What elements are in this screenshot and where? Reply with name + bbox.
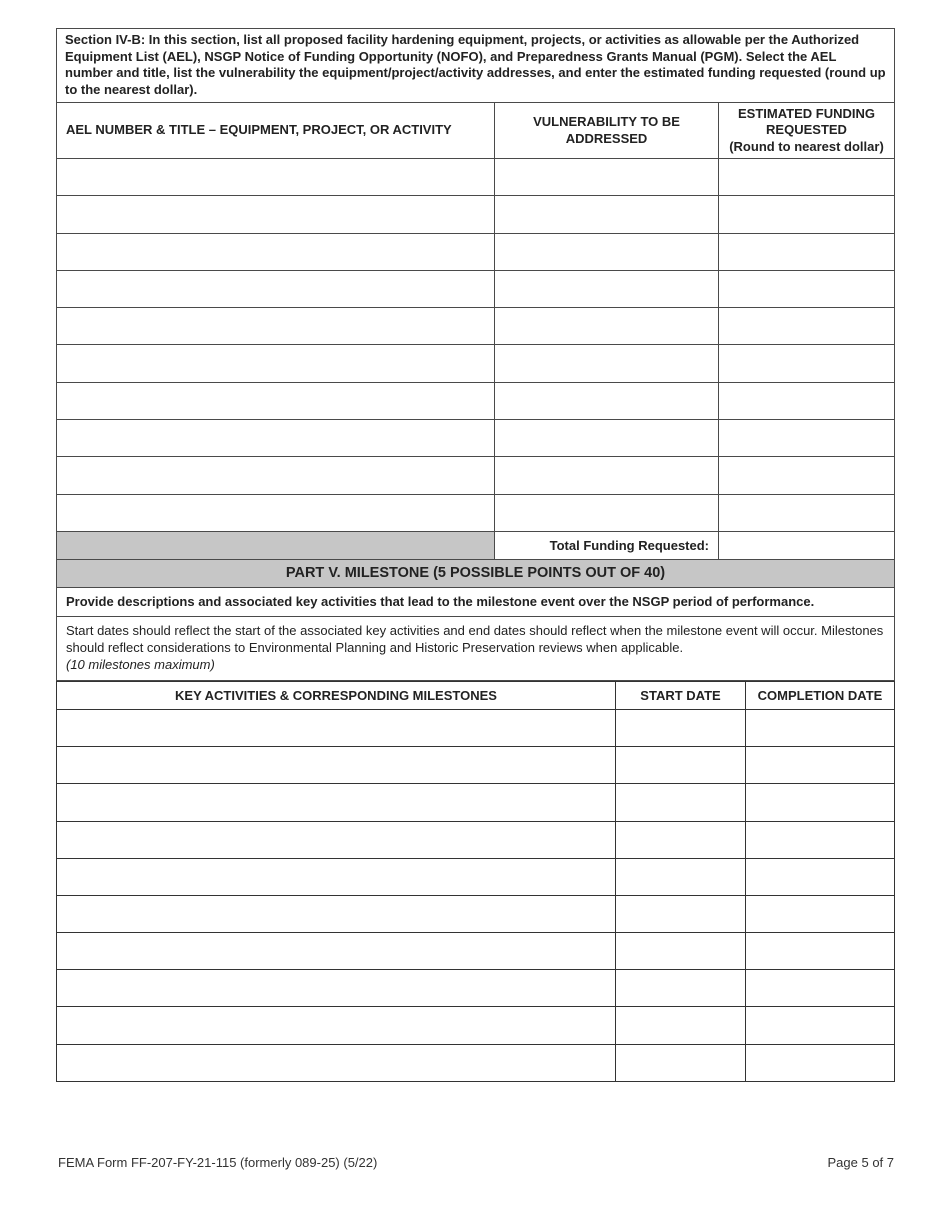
vulnerability-cell[interactable]: [495, 457, 719, 494]
section-ivb-intro: Section IV-B: In this section, list all proposed facility hardening equipment, projects, or activities as allowable per the Authorized Equipment List (AEL), NSGP Notice of Funding Opportunity (NOFO), and Preparedness Grants Manual (PGM). Select the AEL number and title, list the vulnerability the equipment/project/activity addresses, and enter the estimated funding requested (round up to the nearest dollar).: [57, 29, 895, 103]
vulnerability-cell[interactable]: [495, 494, 719, 531]
completion-date-cell[interactable]: [746, 895, 895, 932]
part-v-title: PART V. MILESTONE (5 POSSIBLE POINTS OUT OF 40): [57, 559, 895, 587]
vulnerability-cell[interactable]: [495, 420, 719, 457]
vulnerability-column-header: VULNERABILITY TO BE ADDRESSED: [495, 103, 719, 159]
vulnerability-cell[interactable]: [495, 308, 719, 345]
ael-cell[interactable]: [57, 382, 495, 419]
start-date-cell[interactable]: [616, 1044, 746, 1081]
activity-cell[interactable]: [57, 895, 616, 932]
start-date-cell[interactable]: [616, 747, 746, 784]
milestone-instruction-bold: Provide descriptions and associated key activities that lead to the milestone event over the NSGP period of performance.: [57, 587, 895, 616]
vulnerability-cell[interactable]: [495, 270, 719, 307]
equipment-row: [57, 196, 895, 233]
completion-date-cell[interactable]: [746, 1044, 895, 1081]
completion-date-cell[interactable]: [746, 709, 895, 746]
activity-cell[interactable]: [57, 747, 616, 784]
start-date-cell[interactable]: [616, 970, 746, 1007]
funding-cell[interactable]: [719, 494, 895, 531]
equipment-row: [57, 233, 895, 270]
funding-cell[interactable]: [719, 196, 895, 233]
ael-cell[interactable]: [57, 233, 495, 270]
funding-cell[interactable]: [719, 270, 895, 307]
ael-cell[interactable]: [57, 270, 495, 307]
activities-column-header: KEY ACTIVITIES & CORRESPONDING MILESTONES: [57, 681, 616, 709]
milestone-table: [56, 681, 895, 1082]
funding-cell[interactable]: [719, 382, 895, 419]
equipment-row: [57, 457, 895, 494]
completion-date-column-header: COMPLETION DATE: [746, 681, 895, 709]
completion-date-cell[interactable]: [746, 747, 895, 784]
funding-cell[interactable]: [719, 345, 895, 382]
vulnerability-cell[interactable]: [495, 345, 719, 382]
milestone-row: [57, 1044, 895, 1081]
funding-cell[interactable]: [719, 420, 895, 457]
ael-cell[interactable]: [57, 308, 495, 345]
milestone-row: [57, 858, 895, 895]
milestone-row: [57, 821, 895, 858]
activity-cell[interactable]: [57, 709, 616, 746]
funding-cell[interactable]: [719, 159, 895, 196]
completion-date-cell[interactable]: [746, 858, 895, 895]
ael-cell[interactable]: [57, 457, 495, 494]
form-identifier: FEMA Form FF-207-FY-21-115 (formerly 089-25) (5/22): [58, 1155, 378, 1170]
milestone-instruction: [57, 616, 895, 680]
funding-cell[interactable]: [719, 308, 895, 345]
vulnerability-cell[interactable]: [495, 233, 719, 270]
completion-date-cell[interactable]: [746, 970, 895, 1007]
funding-cell[interactable]: [719, 457, 895, 494]
start-date-cell[interactable]: [616, 933, 746, 970]
milestone-max-note: (10 milestones maximum): [66, 656, 215, 672]
funding-header-line2: (Round to nearest dollar): [729, 138, 884, 154]
equipment-row: [57, 308, 895, 345]
activity-cell[interactable]: [57, 821, 616, 858]
start-date-column-header: START DATE: [616, 681, 746, 709]
milestone-row: [57, 709, 895, 746]
page-number: Page 5 of 7: [827, 1155, 894, 1170]
milestone-row: [57, 784, 895, 821]
funding-cell[interactable]: [719, 233, 895, 270]
start-date-cell[interactable]: [616, 709, 746, 746]
ael-cell[interactable]: [57, 494, 495, 531]
milestone-instruction-text: Start dates should reflect the start of the associated key activities and end dates should reflect when the milestone event will occur. Milestones should reflect considerations to Environmental Planning and Historic Preservation reviews when applicable.: [66, 622, 884, 655]
milestone-row: [57, 970, 895, 1007]
activity-cell[interactable]: [57, 858, 616, 895]
form-page: [56, 28, 894, 1082]
start-date-cell[interactable]: [616, 1007, 746, 1044]
equipment-row: [57, 382, 895, 419]
ael-cell[interactable]: [57, 196, 495, 233]
activity-cell[interactable]: [57, 933, 616, 970]
activity-cell[interactable]: [57, 1044, 616, 1081]
vulnerability-cell[interactable]: [495, 159, 719, 196]
equipment-row: [57, 494, 895, 531]
vulnerability-cell[interactable]: [495, 382, 719, 419]
ael-cell[interactable]: [57, 345, 495, 382]
completion-date-cell[interactable]: [746, 1007, 895, 1044]
completion-date-cell[interactable]: [746, 821, 895, 858]
vulnerability-cell[interactable]: [495, 196, 719, 233]
milestone-row: [57, 895, 895, 932]
milestone-row: [57, 933, 895, 970]
total-funding-label: Total Funding Requested:: [495, 531, 719, 559]
ael-cell[interactable]: [57, 159, 495, 196]
completion-date-cell[interactable]: [746, 784, 895, 821]
start-date-cell[interactable]: [616, 858, 746, 895]
completion-date-cell[interactable]: [746, 933, 895, 970]
total-row-shading: [57, 531, 495, 559]
activity-cell[interactable]: [57, 970, 616, 1007]
activity-cell[interactable]: [57, 1007, 616, 1044]
milestone-row: [57, 1007, 895, 1044]
activity-cell[interactable]: [57, 784, 616, 821]
equipment-row: [57, 270, 895, 307]
start-date-cell[interactable]: [616, 784, 746, 821]
start-date-cell[interactable]: [616, 821, 746, 858]
funding-header-line1: ESTIMATED FUNDING REQUESTED: [738, 105, 875, 138]
equipment-row: [57, 420, 895, 457]
ael-cell[interactable]: [57, 420, 495, 457]
total-funding-cell[interactable]: [719, 531, 895, 559]
funding-column-header: [719, 103, 895, 159]
equipment-row: [57, 345, 895, 382]
equipment-row: [57, 159, 895, 196]
milestone-row: [57, 747, 895, 784]
ael-column-header: AEL NUMBER & TITLE – EQUIPMENT, PROJECT, OR ACTIVITY: [57, 103, 495, 159]
equipment-table: [56, 28, 895, 681]
start-date-cell[interactable]: [616, 895, 746, 932]
